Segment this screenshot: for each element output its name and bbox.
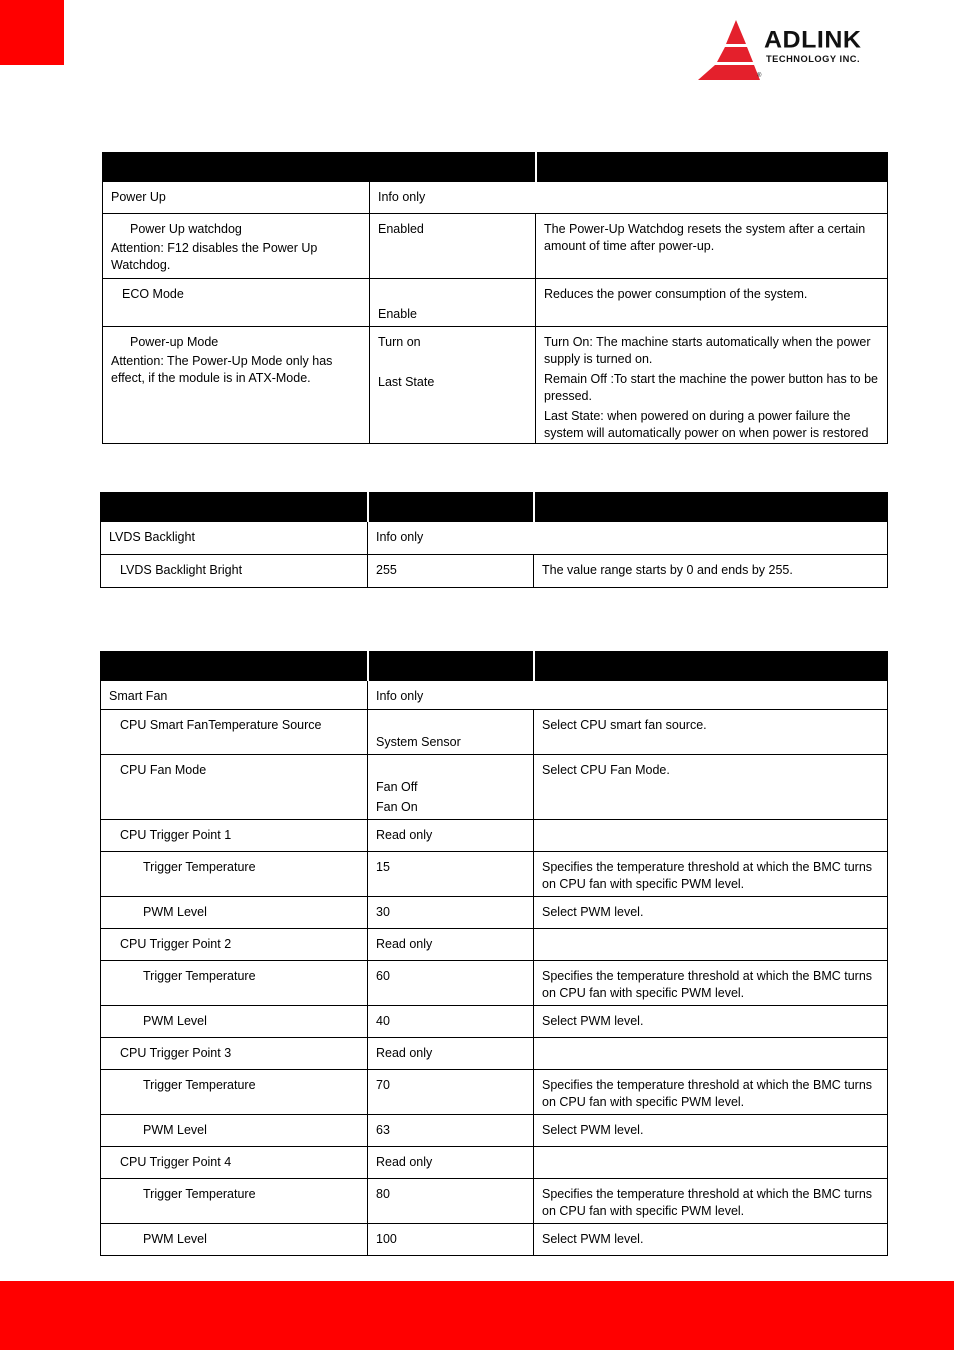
setting-cell: CPU Trigger Point 4 xyxy=(101,1147,368,1179)
setting-cell: LVDS Backlight xyxy=(101,522,368,555)
setting-label: Power-up Mode xyxy=(130,335,219,349)
setting-note: Attention: The Power-Up Mode only has effect, if the module is in ATX-Mode. xyxy=(111,354,333,385)
table-row xyxy=(101,522,888,555)
table-row xyxy=(101,929,888,961)
description-text: Last State: when powered on during a power failure the system will automatically power on when power is restored xyxy=(544,409,869,440)
table-row xyxy=(101,1224,888,1256)
setting-cell xyxy=(103,214,370,279)
logo-tagline: TECHNOLOGY INC. xyxy=(766,54,861,64)
description-cell: Specifies the temperature threshold at which the BMC turns on CPU fan with specific PWM level. xyxy=(534,1070,888,1115)
setting-cell: PWM Level xyxy=(101,897,368,929)
option-cell: Read only xyxy=(368,820,534,852)
setting-cell: Trigger Temperature xyxy=(101,1070,368,1115)
option-cell: 70 xyxy=(368,1070,534,1115)
table-row xyxy=(101,555,888,588)
description-cell: Specifies the temperature threshold at which the BMC turns on CPU fan with specific PWM level. xyxy=(534,961,888,1006)
table-row xyxy=(101,1147,888,1179)
option-cell: Read only xyxy=(368,929,534,961)
description-cell: Select PWM level. xyxy=(534,1224,888,1256)
table-row xyxy=(103,182,888,214)
description-cell xyxy=(534,1038,888,1070)
setting-cell: PWM Level xyxy=(101,1115,368,1147)
logo-wordmark: ADLINK xyxy=(764,26,862,54)
option-cell: 30 xyxy=(368,897,534,929)
table-row xyxy=(101,961,888,1006)
description-cell xyxy=(534,929,888,961)
option-cell xyxy=(368,755,534,820)
table-header-bar xyxy=(101,493,888,522)
option-cell: 80 xyxy=(368,1179,534,1224)
option-cell: 60 xyxy=(368,961,534,1006)
description-cell: Select CPU smart fan source. xyxy=(534,710,888,755)
lvds-settings-table xyxy=(100,492,888,588)
setting-label: Power Up watchdog xyxy=(130,222,242,236)
table-row xyxy=(101,1038,888,1070)
table-row xyxy=(101,1006,888,1038)
setting-cell: PWM Level xyxy=(101,1006,368,1038)
setting-note: Attention: F12 disables the Power Up Watchdog. xyxy=(111,241,318,272)
setting-cell: Smart Fan xyxy=(101,681,368,710)
description-text: Turn On: The machine starts automatically when the power supply is turned on. xyxy=(544,335,871,366)
setting-cell: Trigger Temperature xyxy=(101,1179,368,1224)
table-row xyxy=(101,710,888,755)
setting-cell: LVDS Backlight Bright xyxy=(101,555,368,588)
option-cell: Enable xyxy=(370,279,536,327)
table-row xyxy=(103,279,888,327)
option-cell: 15 xyxy=(368,852,534,897)
option-cell: 63 xyxy=(368,1115,534,1147)
description-cell: Select PWM level. xyxy=(534,1115,888,1147)
option-value: Fan On xyxy=(376,800,418,814)
description-cell xyxy=(536,327,888,444)
option-value: Last State xyxy=(378,375,435,389)
option-cell: 255 xyxy=(368,555,534,588)
option-cell: Enabled xyxy=(370,214,536,279)
description-cell: The Power-Up Watchdog resets the system after a certain amount of time after power-up. xyxy=(536,214,888,279)
option-cell: Info only xyxy=(370,182,888,214)
table-header-bar xyxy=(101,652,888,681)
option-cell: Info only xyxy=(368,681,888,710)
setting-cell: Trigger Temperature xyxy=(101,961,368,1006)
table-row xyxy=(101,1115,888,1147)
description-cell: Select PWM level. xyxy=(534,897,888,929)
setting-cell: CPU Trigger Point 1 xyxy=(101,820,368,852)
table-row xyxy=(101,820,888,852)
page-corner-tab xyxy=(0,0,64,65)
table-row xyxy=(101,1179,888,1224)
smart-fan-settings-table xyxy=(100,651,888,1256)
table-row xyxy=(101,755,888,820)
table-row xyxy=(103,327,888,444)
power-settings-table xyxy=(102,152,888,444)
table-header-bar xyxy=(103,153,888,182)
description-cell xyxy=(534,820,888,852)
option-cell: 40 xyxy=(368,1006,534,1038)
option-cell: Info only xyxy=(368,522,888,555)
setting-cell: CPU Fan Mode xyxy=(101,755,368,820)
setting-cell: CPU Smart FanTemperature Source xyxy=(101,710,368,755)
adlink-logo xyxy=(696,18,908,82)
adlink-triangle-icon xyxy=(696,18,760,82)
description-cell: Reduces the power consumption of the system. xyxy=(536,279,888,327)
option-value: Turn on xyxy=(378,335,421,349)
table-row xyxy=(101,852,888,897)
option-cell: Read only xyxy=(368,1038,534,1070)
description-text: Remain Off :To start the machine the power button has to be pressed. xyxy=(544,372,878,403)
description-cell: Select CPU Fan Mode. xyxy=(534,755,888,820)
table-row xyxy=(101,897,888,929)
setting-cell xyxy=(103,327,370,444)
table-row xyxy=(103,214,888,279)
page-footer-band xyxy=(0,1281,954,1350)
option-cell: System Sensor xyxy=(368,710,534,755)
table-row xyxy=(101,681,888,710)
option-cell: Read only xyxy=(368,1147,534,1179)
table-row xyxy=(101,1070,888,1115)
description-cell: Specifies the temperature threshold at which the BMC turns on CPU fan with specific PWM level. xyxy=(534,1179,888,1224)
setting-cell: PWM Level xyxy=(101,1224,368,1256)
option-cell: 100 xyxy=(368,1224,534,1256)
description-cell xyxy=(534,1147,888,1179)
description-cell: The value range starts by 0 and ends by 255. xyxy=(534,555,888,588)
setting-cell: CPU Trigger Point 3 xyxy=(101,1038,368,1070)
setting-cell: ECO Mode xyxy=(103,279,370,327)
option-value: Fan Off xyxy=(376,780,418,794)
description-cell: Specifies the temperature threshold at which the BMC turns on CPU fan with specific PWM level. xyxy=(534,852,888,897)
setting-cell: CPU Trigger Point 2 xyxy=(101,929,368,961)
description-cell: Select PWM level. xyxy=(534,1006,888,1038)
setting-cell: Power Up xyxy=(103,182,370,214)
registered-mark: ® xyxy=(757,73,762,79)
option-cell xyxy=(370,327,536,444)
setting-cell: Trigger Temperature xyxy=(101,852,368,897)
